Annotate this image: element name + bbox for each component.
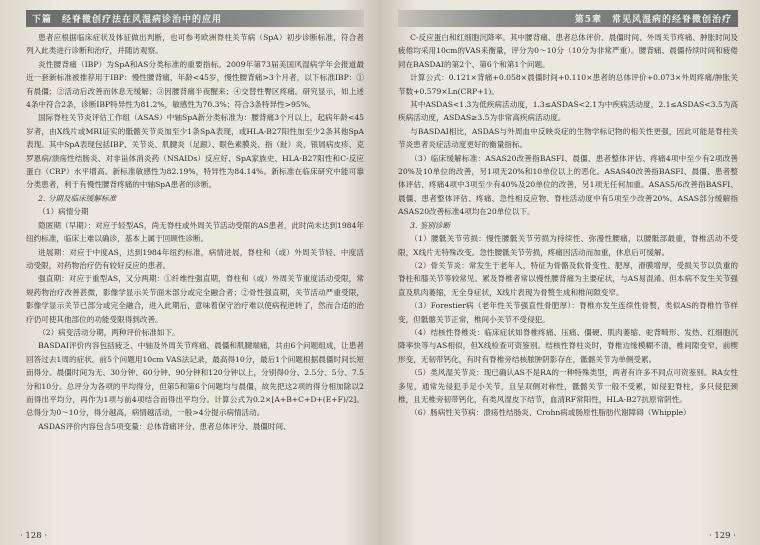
paragraph: BASDAI评价内容包括疲乏、中轴及外周关节疼痛、晨僵和肌腱端痛，共由6个问题组成，让患者回答过去1周的症状。前5个问题用10cm VAS法记录，最高得10分，最后1个问题根据晨僵时间长短而得分。晨僵时间为无、30分钟、60分钟、90分钟和120分钟以上，分别得0分、2.5分、5分、7.5分和10分。总评分为各项的平均得分，但第5和第6个问题均与晨僵，故先把这2项的得分相加除以2而得出平均分，再作为1项与前4项结合而得出平均分。计算公式为0.2×[A+B+C+D+(E+F)/2]。总得分为0～10分，得分越高，病情越活动，一般>4分提示病情活动。 — [26, 341, 364, 418]
right-page-body — [398, 31, 738, 420]
paragraph: （5）类风湿关节炎：现已确认AS不是RA的一种特殊类型，两者有许多不同点可资鉴别。RA女性多见，通常先侵犯手足小关节，且呈双侧对称性，骶髂关节一般不受累，如侵犯脊柱，多只侵犯颈椎，且无椎旁韧带钙化，有类风湿皮下结节，血清RF常阳性，HLA-B27抗原常阴性。 — [398, 368, 738, 404]
paragraph: （2）骨关节炎：常发生于老年人，特征为骨骼及软骨变性、肥厚，滑膜增厚，受损关节以负重的脊柱和膝关节等较常见。累及脊椎者常以慢性腰背痛为主要症状，与AS易混淆。但本病不发生关节强直及肌肉萎缩，无全身症状，X线片表现为骨赘生成和椎间隙变窄。 — [398, 260, 738, 297]
left-page — [0, 0, 378, 545]
paragraph: C-反应蛋白和红细胞沉降率。其中腰背痛、患者总体评价、晨僵时间、外周关节疼痛、肿胀时间及疲倦均采用10cm的VAS来衡量，评分为0～10分（10分为非常严重）。腰背痛、晨僵持续时间和疲倦同在BASDAI的第2个、第6个和第1个问题。 — [398, 33, 738, 69]
left-page-body — [26, 31, 364, 433]
paragraph: ASDAS评价内容包含5项变量：总体背痛评分、患者总体评分、晨僵时间、 — [38, 421, 291, 431]
left-running-header — [26, 10, 364, 27]
paragraph: 国际脊柱关节炎评估工作组（ASAS）中轴SpA新分类标准为：腰背痛3个月以上，起病年龄<45岁者，由X线片或MRI证实的骶髂关节炎加至少1条SpA表现，或HLA-B27阳性加至少2条其他SpA表现。其中SpA表现包括IBP、关节炎、肌腱炎（足跟）、眼色素膜炎、指（趾）炎、银屑病皮疹、克罗恩病/溃疡性结肠炎、对非甾体消炎药（NSAIDs）反应好、SpA家族史、HLA-B27阳性和C-反应蛋白（CRP）水平增高。新标准敏感性为82.19%，特异性为84.14%。新标准在临床研究中能可靠分类患者，利于有慢性腰背疼痛的中轴SpA患者的诊断。 — [26, 113, 364, 190]
paragraph: 其中ASDAS<1.3为低疾病活动度，1.3≤ASDAS<2.1为中疾病活动度，2.1≤ASDAS<3.5为高疾病活动度，ASDAS≥3.5为非常高疾病活动度。 — [398, 100, 738, 123]
right-running-header — [398, 10, 738, 27]
paragraph: 隐匿期（早期）：对应于轻型AS，尚无脊柱或外周关节活动受限的AS患者，此时尚未达到1984年纽约标准，临床上难以确诊，基本上属于回顾性诊断。 — [26, 220, 364, 244]
paragraph: 与BASDAI相比，ASDAS与外周血中反映炎症的生物学标记物的相关性更强，因此可能是脊柱关节炎患者炎症活动度更好的衡量指标。 — [398, 126, 738, 150]
section-heading: 3. 鉴别诊断 — [410, 220, 451, 230]
section-heading: 2. 分期及临床缓解标准 — [38, 193, 117, 203]
right-header-text: 第5章 常见风湿病的经脊微创治疗 — [574, 15, 732, 25]
right-page — [382, 0, 760, 545]
paragraph: （1）腰骶关节劳损：慢性腰骶关节劳损为持续性、弥漫性腰痛，以腰骶部最重，脊椎活动不受限，X线片无特殊改变。急性腰骶关节劳损，疼痛因活动而加重，休息后可缓解。 — [398, 234, 738, 257]
paragraph: （3）Forestier病（老年性关节强直性骨肥厚）：脊椎亦发生连续性骨赘，类似AS的脊椎竹节样变，但骶髂关节正常，椎间小关节不受侵犯。 — [398, 301, 738, 324]
paragraph: （6）肠病性关节病：溃疡性结肠炎、Crohn病或肠原性脂肪代谢障碍（Whipple） — [410, 408, 691, 418]
paragraph: 患者应根据临床症状及体征做出判断，也可参考欧洲脊柱关节病（SpA）初步诊断标准，符合者列入此类进行诊断和治疗，并随访观察。 — [26, 33, 364, 56]
paragraph: （3）临床缓解标准：ASAS20改善指BASFI、晨僵、患者整体评估、疼痛4项中至少有2项改善20%及10单位的改善，另1项无20%和10单位以上的恶化。ASAS40改善指BASFI、晨僵、患者整体评估、疼痛4项中3项至少有40%及20单位的改善，另1项无任何加重。ASAS5/6改善指BASFI、晨僵、患者整体评估、疼痛、急性相反应物、脊柱活动度中有5项至少改善20%。ASAS部分缓解指ASAS20改善标准4项均在20单位以下。 — [398, 153, 738, 217]
paragraph: （4）结核性脊椎炎：临床症状如脊椎疼痛、压痛、僵硬、肌肉萎缩、驼背畸形、发热、红细胞沉降率快等与AS相似，但X线检查可资鉴别。结核性脊柱炎时，脊椎边缘模糊不清，椎间隙变窄，前楔形变，无韧带钙化，有时有脊椎旁结核脓肿阴影存在，骶髂关节为单侧受累。 — [398, 327, 738, 364]
right-page-number: · 129 · — [708, 531, 736, 541]
paragraph: 计算公式：0.121×背痛+0.058×晨僵时间+0.110×患者的总体评价+0.073×外周疼痛/肿胀关节数+0.579×Ln(CRP+1)。 — [398, 73, 738, 96]
paragraph: 进展期：对应于中度AS，达到1984年纽约标准，病情进展，脊柱和（或）外周关节轻、中度活动受限，对药物治疗仍有较好反应的患者。 — [26, 247, 364, 270]
paragraph: 强直期：对应于重型AS，又分两期：①纤维性强直期，脊柱和（或）外周关节重度活动受限，常规药物治疗改善甚微，影像学显示关节面未部分或完全融合者；②骨性强直期，关节活动严重受限，影像学显示关节已部分或完全融合，进入此期后，意味着保守治疗难以使病程逆转了，然而合适的治疗仍可使其他部位的功能受限得到改善。 — [26, 274, 364, 324]
left-page-number: · 128 · — [20, 531, 48, 541]
left-header-text: 下篇 经脊微创疗法在风湿病诊治中的应用 — [32, 15, 223, 25]
subheading: （2）病变活动分期，两种评价标准如下。 — [38, 327, 180, 337]
subheading: （1）病情分期 — [38, 207, 89, 217]
paragraph: 炎性腰背痛（IBP）为SpA和AS分类标准的重要指标。2009年第73届美国风湿病学年会报道最近一套新标准被推荐用于IBP：慢性腰背痛，年龄<45岁，慢性腰背痛>3个月者，以下标准IBP：①有晨僵；②活动后改善而休息无缓解；③因腰背痛半夜醒来；④交替性臀区疼痛。研究显示，如上述4条中符合2条，诊断IBP特异性为81.2%，敏感性为70.3%；符合3条特异性>95%。 — [26, 59, 364, 110]
